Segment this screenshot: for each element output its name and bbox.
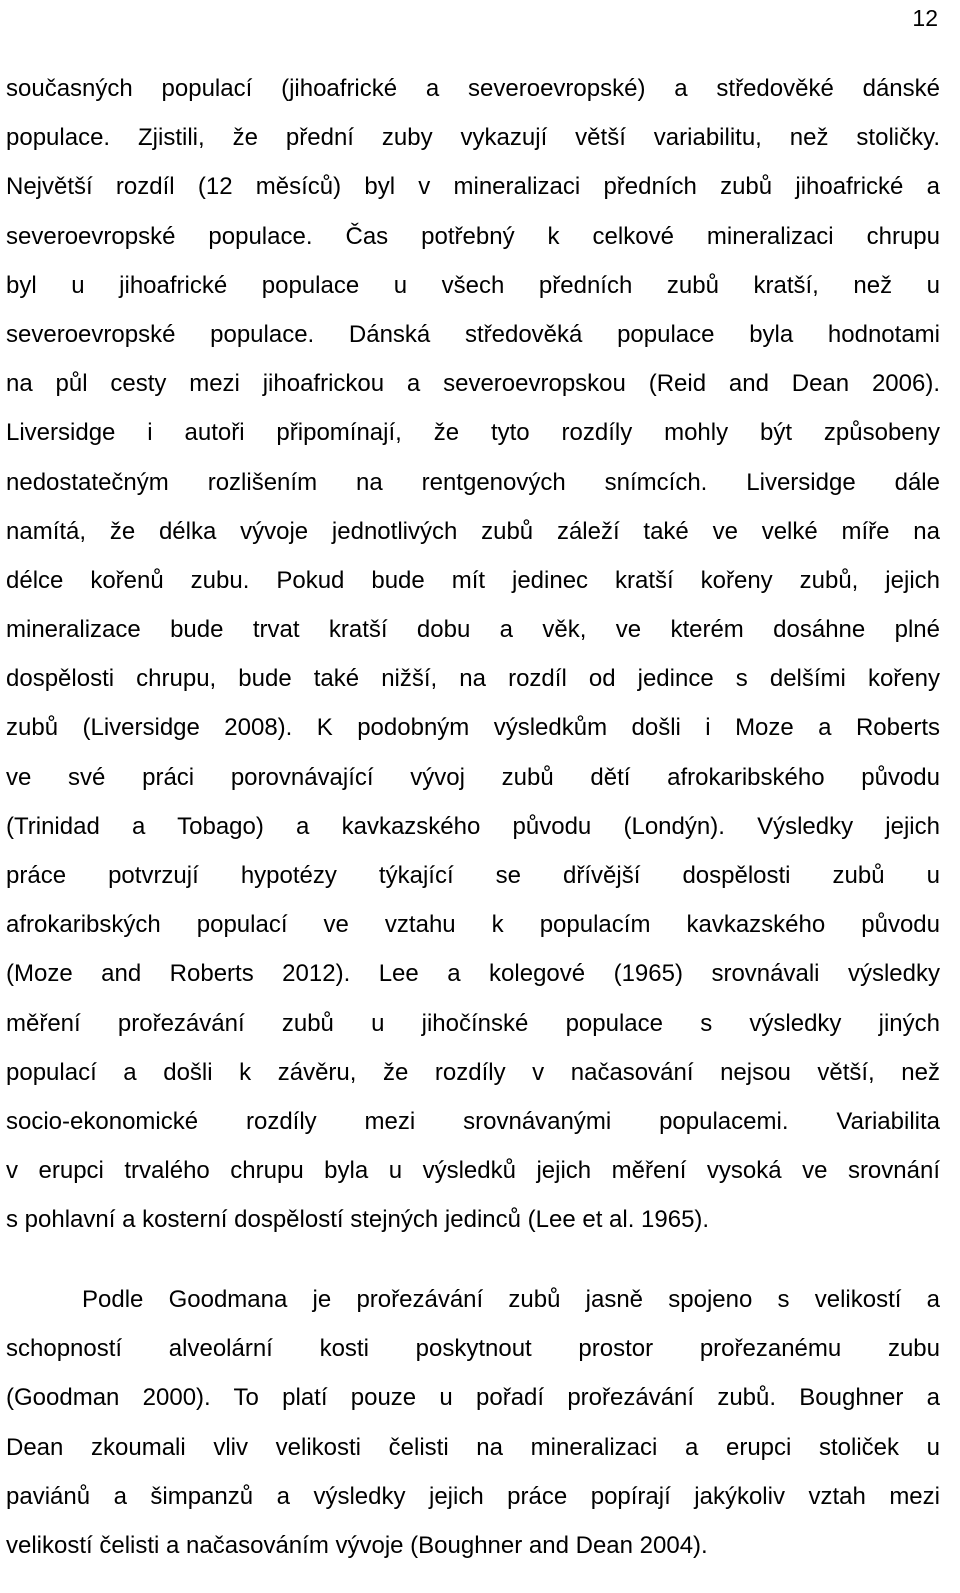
- text-line: populace. Zjistili, že přední zuby vykazují větší variabilitu, než stoličky.: [6, 124, 940, 152]
- text-line: zubů (Liversidge 2008). K podobným výsledkům došli i Moze a Roberts: [6, 714, 940, 742]
- text-line: (Goodman 2000). To platí pouze u pořadí prořezávání zubů. Boughner a: [6, 1384, 940, 1412]
- text-line: namítá, že délka vývoje jednotlivých zubů záleží také ve velké míře na: [6, 517, 940, 545]
- text-line: současných populací (jihoafrické a severoevropské) a středověké dánské: [6, 75, 940, 102]
- text-line: měření prořezávání zubů u jihočínské populace s výsledky jiných: [6, 1009, 940, 1037]
- paragraph-mineralization-variability: [6, 64, 940, 1245]
- text-line: schopností alveolární kosti poskytnout prostor prořezanému zubu: [6, 1335, 940, 1363]
- text-line: délce kořenů zubu. Pokud bude mít jedinec kratší kořeny zubů, jejich: [6, 566, 940, 594]
- text-line: (Moze and Roberts 2012). Lee a kolegové (1965) srovnávali výsledky: [6, 960, 940, 988]
- text-line: na půl cesty mezi jihoafrickou a severoevropskou (Reid and Dean 2006).: [6, 370, 940, 398]
- text-line: s pohlavní a kosterní dospělostí stejných jedinců (Lee et al. 1965).: [6, 1206, 710, 1234]
- text-line: velikostí čelisti a načasováním vývoje (Boughner and Dean 2004).: [6, 1531, 708, 1559]
- text-line: severoevropské populace. Čas potřebný k celkové mineralizaci chrupu: [6, 222, 940, 250]
- text-line: Dean zkoumali vliv velikosti čelisti na mineralizaci a erupci stoliček u: [6, 1433, 940, 1461]
- text-line: v erupci trvalého chrupu byla u výsledků jejich měření vysoká ve srovnání: [6, 1157, 940, 1185]
- text-line: socio-ekonomické rozdíly mezi srovnávanými populacemi. Variabilita: [6, 1107, 940, 1135]
- text-line: byl u jihoafrické populace u všech předních zubů kratší, než u: [6, 271, 940, 299]
- text-line: (Trinidad a Tobago) a kavkazského původu (Londýn). Výsledky jejich: [6, 812, 940, 840]
- text-line: afrokaribských populací ve vztahu k populacím kavkazského původu: [6, 911, 940, 939]
- text-line: dospělosti chrupu, bude také nižší, na rozdíl od jedince s delšími kořeny: [6, 665, 940, 693]
- text-line: ve své práci porovnávající vývoj zubů dětí afrokaribského původu: [6, 763, 940, 791]
- text-line: Podle Goodmana je prořezávání zubů jasně spojeno s velikostí a: [82, 1286, 940, 1313]
- text-line: práce potvrzují hypotézy týkající se dřívější dospělosti zubů u: [6, 862, 940, 889]
- paragraph-goodman-eruption: [6, 1275, 940, 1570]
- text-line: Největší rozdíl (12 měsíců) byl v mineralizaci předních zubů jihoafrické a: [6, 173, 940, 201]
- text-line: populací a došli k závěru, že rozdíly v načasování nejsou větší, než: [6, 1058, 940, 1086]
- text-line: mineralizace bude trvat kratší dobu a věk, ve kterém dosáhne plné: [6, 616, 940, 644]
- text-line: paviánů a šimpanzů a výsledky jejich práce popírají jakýkoliv vztah mezi: [6, 1482, 940, 1510]
- page-number: 12: [912, 5, 938, 31]
- text-line: Liversidge i autoři připomínají, že tyto rozdíly mohly být způsobeny: [6, 419, 940, 447]
- text-line: severoevropské populace. Dánská středověká populace byla hodnotami: [6, 320, 940, 348]
- text-line: nedostatečným rozlišením na rentgenových snímcích. Liversidge dále: [6, 468, 940, 496]
